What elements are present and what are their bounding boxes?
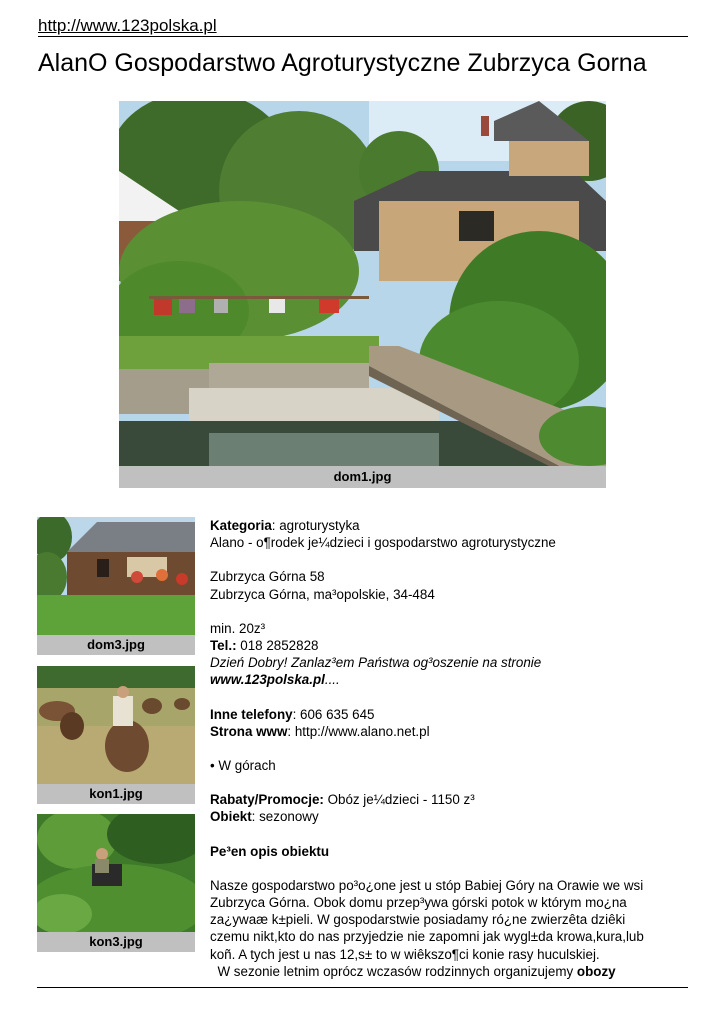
- thumbnail-dom3: [37, 517, 195, 655]
- address-line-2: Zubrzyca Górna, ma³opolskie, 34-484: [210, 586, 435, 602]
- full-description-heading: [210, 843, 690, 860]
- description-line-2: Zubrzyca Górna. Obok domu przep³ywa górski potok w którym mo¿na: [210, 895, 627, 911]
- thumbnail-kon3: [37, 814, 195, 952]
- price: min. 20z³: [210, 620, 266, 636]
- category-label: Kategoria: [210, 518, 272, 533]
- description-line-5: koñ. A tych jest u nas 12,s± to w wiêkszo¶ci konie rasy huculskiej.: [210, 946, 600, 962]
- bottom-divider: [37, 987, 688, 988]
- other-phones-line: [210, 706, 690, 723]
- main-photo-image: [119, 101, 606, 466]
- category-value: : agroturystyka: [271, 518, 360, 533]
- phone-value: 018 2852828: [236, 638, 319, 654]
- main-photo: [119, 101, 606, 488]
- short-description: Alano - o¶rodek je¼dzieci i gospodarstwo agroturystyczne: [210, 535, 556, 551]
- main-photo-caption: dom1.jpg: [119, 466, 606, 488]
- other-phones-label: Inne telefony: [210, 706, 293, 722]
- page-title: AlanO Gospodarstwo Agroturystyczne Zubrzyca Gorna: [38, 49, 647, 77]
- description-line-6-bold: obozy: [576, 963, 616, 979]
- description-line-4: czemu nikt,kto do nas przyjedzie nie zapomni jak wygl±da krowa,kura,lub: [210, 929, 644, 945]
- thumbnail-kon1-caption: kon1.jpg: [37, 784, 195, 804]
- full-description-heading-text: Pe³en opis obiektu: [210, 843, 330, 859]
- discount-line: [210, 791, 690, 808]
- site-url[interactable]: [38, 16, 688, 37]
- website-value[interactable]: : http://www.alano.net.pl: [287, 723, 430, 739]
- description-line-1: Nasze gospodarstwo po³o¿one jest u stóp Babiej Góry na Orawie we wsi: [210, 877, 644, 893]
- category-line: [210, 517, 690, 534]
- greeting-tail: ....: [324, 672, 340, 688]
- greeting-site: www.123polska.pl: [210, 672, 325, 688]
- greeting-text: Dzień Dobry! Zanlaz³em Państwa og³oszenie na stronie: [210, 655, 542, 671]
- discount-value: Obóz je¼dzieci - 1150 z³: [323, 792, 475, 808]
- thumbnail-kon3-caption: kon3.jpg: [37, 932, 195, 952]
- thumbnail-kon3-image: [37, 814, 195, 932]
- object-value: : sezonowy: [251, 809, 319, 825]
- discount-label: Rabaty/Promocje:: [210, 792, 324, 808]
- listing-info: [210, 517, 690, 980]
- thumbnail-kon1: [37, 666, 195, 804]
- address-line-1: Zubrzyca Górna 58: [210, 569, 325, 585]
- site-url-link[interactable]: http://www.123polska.pl: [38, 16, 217, 35]
- thumbnail-dom3-image: [37, 517, 195, 635]
- location-bullet: • W górach: [210, 758, 276, 774]
- description-line-6: [210, 963, 690, 980]
- website-label: Strona www: [210, 723, 288, 739]
- greeting-line: [210, 654, 690, 671]
- description-line-6-text: W sezonie letnim oprócz wczasów rodzinnych organizujemy: [210, 963, 577, 979]
- description-line-3: za¿ywaæ k±pieli. W gospodarstwie posiadamy ró¿ne zwierzêta dziêki: [210, 912, 626, 928]
- object-label: Obiekt: [210, 809, 252, 825]
- thumbnail-kon1-image: [37, 666, 195, 784]
- phone-line: [210, 637, 690, 654]
- object-line: [210, 808, 690, 825]
- phone-label: Tel.:: [210, 638, 237, 654]
- thumbnail-dom3-caption: dom3.jpg: [37, 635, 195, 655]
- website-line: [210, 723, 690, 740]
- other-phones-value: : 606 635 645: [292, 706, 375, 722]
- greeting-site-line: [210, 671, 690, 688]
